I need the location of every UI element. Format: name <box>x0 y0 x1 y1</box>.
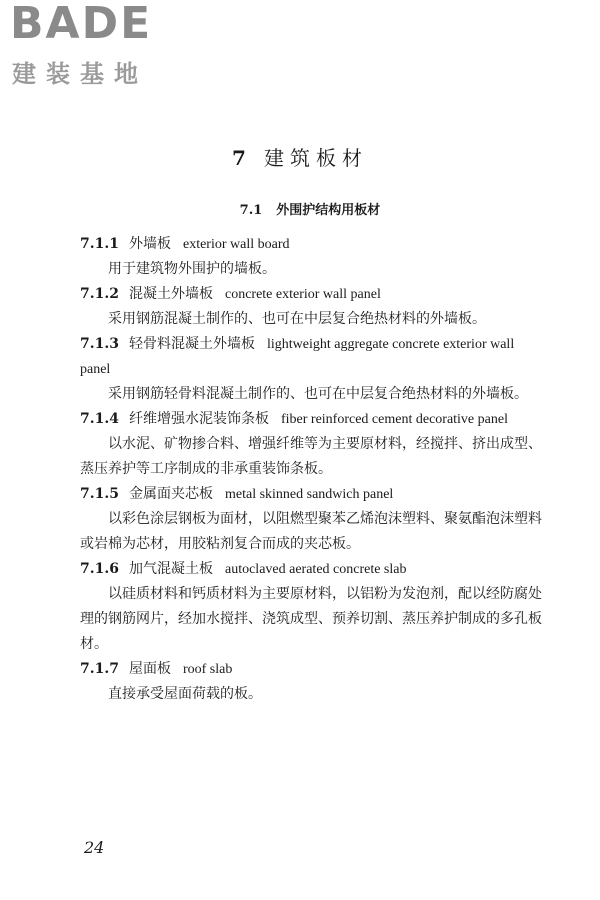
entry-heading <box>80 282 542 307</box>
entry-term-en: autoclaved aerated concrete slab <box>224 562 407 577</box>
entry-term-zh: 外墙板 <box>128 236 171 252</box>
entry-heading <box>80 332 542 382</box>
entry-7-1-4 <box>80 407 542 482</box>
entry-7-1-1 <box>80 232 542 282</box>
entry-definition: 采用钢筋混凝土制作的、也可在中层复合绝热材料的外墙板。 <box>108 311 486 327</box>
entry-number: 7.1.6 <box>80 561 119 577</box>
publisher-logo <box>8 0 178 90</box>
entry-7-1-6 <box>80 557 542 657</box>
entry-definition: 以彩色涂层钢板为面材，以阻燃型聚苯乙烯泡沫塑料、聚氨酯泡沫塑料或岩棉为芯材，用胶粘剂复合而成的夹芯板。 <box>80 511 542 552</box>
entry-term-en: metal skinned sandwich panel <box>224 487 394 502</box>
section-number: 7.1 <box>239 203 263 218</box>
entry-number: 7.1.7 <box>80 661 119 677</box>
entry-number: 7.1.3 <box>80 336 119 352</box>
entry-number: 7.1.2 <box>80 286 119 302</box>
entry-heading <box>80 407 542 432</box>
entry-number: 7.1.5 <box>80 486 119 502</box>
chapter-number: 7 <box>232 146 246 170</box>
entry-number: 7.1.4 <box>80 411 119 427</box>
section-title-text: 外围护结构用板材 <box>276 203 381 218</box>
entry-number: 7.1.1 <box>80 236 119 252</box>
chapter-title-text: 建筑板材 <box>263 146 368 170</box>
entry-term-en: fiber reinforced cement decorative panel <box>280 412 508 427</box>
entry-heading <box>80 657 542 682</box>
entry-definition: 以硅质材料和钙质材料为主要原材料，以铝粉为发泡剂，配以经防腐处理的钢筋网片，经加水搅拌、浇筑成型、预养切割、蒸压养护制成的多孔板材。 <box>80 586 542 652</box>
entry-term-zh: 纤维增强水泥装饰条板 <box>128 411 269 427</box>
entry-term-zh: 轻骨料混凝土外墙板 <box>128 336 255 352</box>
entry-term-zh: 金属面夹芯板 <box>128 486 213 502</box>
entry-term-zh: 加气混凝土板 <box>128 561 213 577</box>
logo-brand: BADE <box>10 0 153 49</box>
entry-term-zh: 屋面板 <box>128 661 171 677</box>
entry-definition: 直接承受屋面荷载的板。 <box>108 686 262 702</box>
chapter-title <box>0 142 600 171</box>
entry-definition: 用于建筑物外围护的墙板。 <box>108 261 276 277</box>
entry-7-1-7 <box>80 657 542 707</box>
section-title <box>0 199 600 218</box>
entry-heading <box>80 482 542 507</box>
entry-term-en: roof slab <box>182 662 233 677</box>
entry-heading <box>80 232 542 257</box>
entry-definition: 采用钢筋轻骨料混凝土制作的、也可在中层复合绝热材料的外墙板。 <box>108 386 528 402</box>
entry-7-1-5 <box>80 482 542 557</box>
entry-heading <box>80 557 542 582</box>
entry-term-zh: 混凝土外墙板 <box>128 286 213 302</box>
entry-definition: 以水泥、矿物掺合料、增强纤维等为主要原材料，经搅拌、挤出成型、蒸压养护等工序制成的非承重装饰条板。 <box>80 436 542 477</box>
entry-term-en: concrete exterior wall panel <box>224 287 381 302</box>
entry-list <box>80 232 542 707</box>
logo-subtitle: 建装基地 <box>12 60 148 88</box>
page-number: 24 <box>84 838 105 857</box>
entry-term-en: exterior wall board <box>182 237 290 252</box>
entry-7-1-3 <box>80 332 542 407</box>
entry-term-en: lightweight aggregate concrete exterior wall panel <box>80 337 515 377</box>
entry-7-1-2 <box>80 282 542 332</box>
